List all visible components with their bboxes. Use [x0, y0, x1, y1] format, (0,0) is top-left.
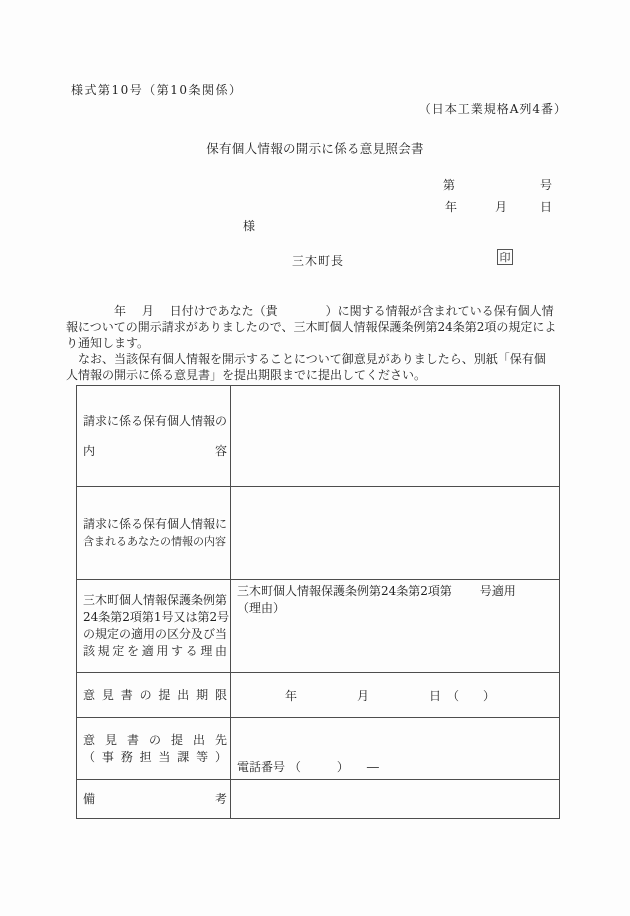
table-row — [77, 780, 560, 819]
table-row — [77, 580, 560, 673]
row-your-info-in-request-value — [231, 487, 560, 580]
label-line: 意見書の提出期限 — [83, 688, 227, 702]
label-line: 含まれるあなたの情報の内容 — [83, 535, 226, 548]
label-line: 三木町個人情報保護条例第 — [83, 593, 228, 607]
phone-number-line: 電話番号 （ ） ― — [237, 760, 379, 774]
row-opinion-deadline-label — [77, 673, 231, 718]
form-number-note: 様式第10号（第10条関係） — [71, 83, 243, 97]
row-applicable-provision-label — [77, 580, 231, 673]
row-opinion-deadline-value — [231, 673, 560, 718]
paragraph-line: 年 月 日付けであなた（貴 ）に関する情報が含まれている保有個人情 — [66, 304, 554, 318]
row-your-info-in-request-label — [77, 487, 231, 580]
value-line: 三木町個人情報保護条例第24条第2項第 号適用 — [237, 584, 516, 598]
label-line: 請求に係る保有個人情報に — [83, 517, 228, 531]
label-line: （事務担当課等） — [83, 749, 227, 764]
paragraph-line: 報についての開示請求がありましたので、三木町個人情報保護条例第24条第2項の規定によ — [66, 320, 557, 334]
paragraph-line: り通知します。 — [66, 336, 150, 350]
row-submission-office-label — [77, 718, 231, 780]
value-line: 年 月 日 （ ） — [237, 688, 496, 703]
document-title: 保有個人情報の開示に係る意見照会書 — [206, 141, 424, 156]
row-remarks-label — [77, 780, 231, 819]
label-line: 該規定を適用する理由 — [83, 644, 227, 658]
value-line: （理由） — [237, 601, 286, 615]
form-table — [76, 385, 560, 819]
label-line: 24条第2項第1号又は第2号 — [83, 610, 230, 624]
table-row — [77, 386, 560, 487]
row-remarks-value — [231, 780, 560, 819]
label-line: 備考 — [83, 792, 227, 806]
doc-number-prefix: 第 — [443, 178, 456, 192]
table-row — [77, 487, 560, 580]
label-line: 意見書の提出先 — [83, 732, 227, 747]
date-day-label: 日 — [540, 200, 553, 214]
row-requested-info-content-label — [77, 386, 231, 487]
label-line: 請求に係る保有個人情報の — [83, 414, 228, 428]
row-requested-info-content-value — [231, 386, 560, 487]
row-submission-office-value — [231, 718, 560, 780]
date-year-label: 年 — [445, 200, 458, 214]
notification-paragraph — [66, 303, 566, 383]
addressee-suffix: 様 — [243, 219, 256, 233]
paragraph-line: なお、当該保有個人情報を開示することについて御意見がありましたら、別紙「保有個 — [66, 352, 546, 366]
row-applicable-provision-value — [231, 580, 560, 673]
date-month-label: 月 — [495, 200, 508, 214]
label-line: の規定の適用の区分及び当 — [83, 627, 228, 641]
table-row — [77, 673, 560, 718]
label-line: 内容 — [83, 444, 227, 458]
paper-size-note: （日本工業規格A列4番） — [418, 102, 567, 116]
seal-mark: 印 — [497, 249, 513, 265]
sender-title: 三木町長 — [292, 254, 345, 268]
doc-number-suffix: 号 — [540, 178, 553, 192]
paragraph-line: 人情報の開示に係る意見書」を提出期限までに提出してください。 — [66, 368, 427, 382]
table-row — [77, 718, 560, 780]
